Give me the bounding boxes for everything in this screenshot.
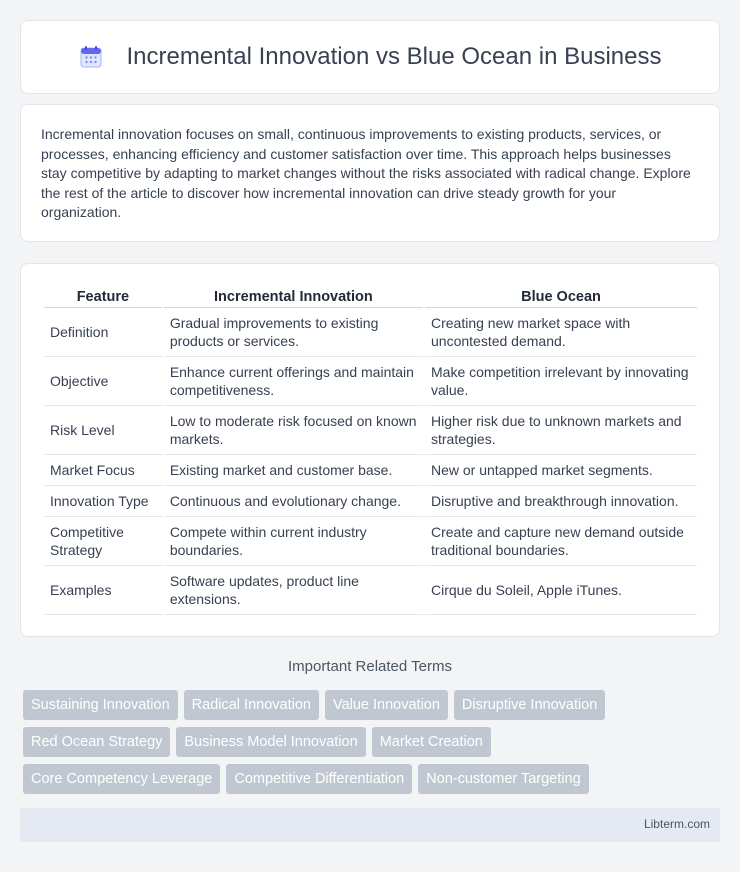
table-cell-feature: Examples [44, 566, 162, 615]
related-term-tag[interactable]: Core Competency Leverage [23, 764, 220, 794]
table-cell-blue-ocean: Disruptive and breakthrough innovation. [425, 486, 697, 517]
table-cell-incremental: Compete within current industry boundaries. [164, 517, 423, 566]
related-terms-title: Important Related Terms [288, 658, 452, 675]
table-cell-feature: Objective [44, 357, 162, 406]
related-term-tag[interactable]: Market Creation [372, 727, 491, 757]
related-term-tag[interactable]: Value Innovation [325, 690, 448, 720]
table-cell-feature: Definition [44, 308, 162, 357]
table-cell-feature: Competitive Strategy [44, 517, 162, 566]
related-term-tag[interactable]: Disruptive Innovation [454, 690, 605, 720]
related-term-tag[interactable]: Business Model Innovation [176, 727, 365, 757]
table-cell-incremental: Gradual improvements to existing products or services. [164, 308, 423, 357]
table-cell-feature: Market Focus [44, 455, 162, 486]
page-title: Incremental Innovation vs Blue Ocean in Business [126, 43, 662, 70]
column-header-feature: Feature [44, 284, 162, 308]
table-cell-blue-ocean: Make competition irrelevant by innovating value. [425, 357, 697, 406]
title-card [20, 20, 720, 94]
table-cell-incremental: Low to moderate risk focused on known markets. [164, 406, 423, 455]
table-row [44, 517, 697, 566]
table-cell-blue-ocean: Creating new market space with uncontested demand. [425, 308, 697, 357]
column-header-blue-ocean: Blue Ocean [425, 284, 697, 308]
table-cell-incremental: Existing market and customer base. [164, 455, 423, 486]
related-terms-row [23, 690, 723, 720]
table-cell-incremental: Software updates, product line extensions. [164, 566, 423, 615]
related-term-tag[interactable]: Red Ocean Strategy [23, 727, 170, 757]
footer-site-link[interactable]: Libterm.com [643, 817, 710, 831]
table-cell-feature: Innovation Type [44, 486, 162, 517]
intro-card [20, 104, 720, 242]
table-cell-feature: Risk Level [44, 406, 162, 455]
table-row [44, 566, 697, 615]
table-row [44, 406, 697, 455]
related-terms-row [23, 764, 723, 794]
related-terms-list [23, 690, 723, 801]
related-term-tag[interactable]: Competitive Differentiation [226, 764, 412, 794]
table-cell-blue-ocean: Higher risk due to unknown markets and strategies. [425, 406, 697, 455]
table-row [44, 357, 697, 406]
table-row [44, 455, 697, 486]
comparison-table [42, 284, 699, 615]
table-row [44, 486, 697, 517]
table-cell-blue-ocean: Cirque du Soleil, Apple iTunes. [425, 566, 697, 615]
column-header-incremental: Incremental Innovation [164, 284, 423, 308]
table-cell-blue-ocean: Create and capture new demand outside traditional boundaries. [425, 517, 697, 566]
table-cell-incremental: Enhance current offerings and maintain competitiveness. [164, 357, 423, 406]
calendar-icon [79, 45, 103, 69]
footer [20, 808, 720, 842]
table-cell-blue-ocean: New or untapped market segments. [425, 455, 697, 486]
comparison-card [20, 263, 720, 637]
table-header-row [44, 284, 697, 308]
intro-paragraph: Incremental innovation focuses on small, continuous improvements to existing products, services, or processes, enhancing efficiency and customer satisfaction over time. This approach helps businesses stay competitive by adapting to market changes without the risks associated with radical change. Explore the rest of the article to discover how incremental innovation can drive steady growth for your organization. [41, 126, 691, 220]
table-row [44, 308, 697, 357]
related-term-tag[interactable]: Radical Innovation [184, 690, 319, 720]
related-terms-row [23, 727, 723, 757]
related-term-tag[interactable]: Sustaining Innovation [23, 690, 178, 720]
related-term-tag[interactable]: Non-customer Targeting [418, 764, 588, 794]
table-cell-incremental: Continuous and evolutionary change. [164, 486, 423, 517]
